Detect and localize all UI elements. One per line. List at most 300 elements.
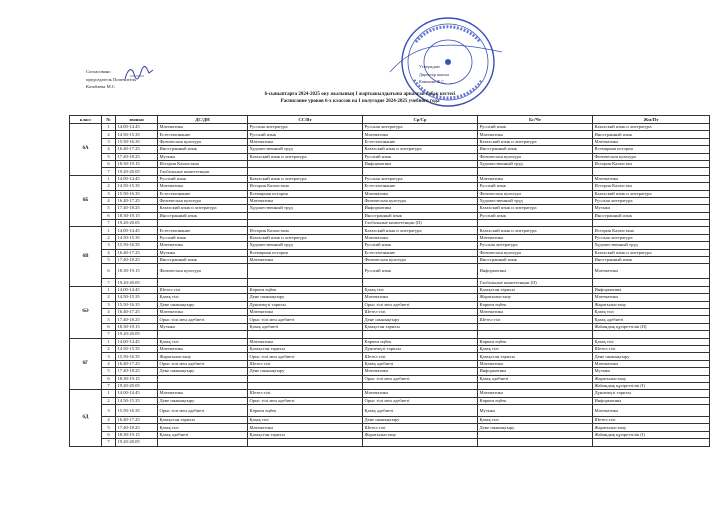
subject-cell	[363, 168, 478, 175]
subject-cell: Математика	[593, 294, 710, 301]
subject-cell	[248, 160, 363, 167]
subject-cell: Көркем еңбек	[478, 301, 593, 308]
subject-cell: Қазақ әдебиеті	[248, 323, 363, 330]
subject-cell: Математика	[363, 294, 478, 301]
subject-cell: Математика	[593, 405, 710, 417]
subject-cell: Казахский язык и литература	[478, 205, 593, 212]
subject-cell: Қазақ тілі	[158, 294, 248, 301]
subject-cell	[478, 439, 593, 446]
subject-cell: Дене шынықтыру	[248, 368, 363, 375]
table-row	[70, 375, 710, 382]
subject-cell: Орыс тілі мен әдебиеті	[363, 301, 478, 308]
class-name-cell: 6В	[70, 227, 102, 286]
subject-cell: Русская литература	[363, 124, 478, 131]
bell-time-cell: 19.20-20.05	[116, 382, 158, 389]
bell-time-cell: 16.40-17.25	[116, 308, 158, 315]
subject-cell: Математика	[363, 368, 478, 375]
subject-cell: Естествознание	[158, 190, 248, 197]
subject-cell: Математика	[248, 197, 363, 204]
subject-cell: Математика	[158, 242, 248, 249]
lesson-number-cell: 5	[102, 424, 116, 431]
subject-cell: Русская литература	[248, 124, 363, 131]
title-kazakh: 6-сыныптарға 2024-2025 оку жылының I жартыжылдығына арналған сабак кестесі	[264, 92, 456, 97]
subject-cell: Шетел тілі	[593, 417, 710, 424]
subject-cell: Русский язык	[158, 234, 248, 241]
subject-cell: Қазақ әдебиеті	[158, 431, 248, 438]
header-class: класс	[70, 116, 102, 124]
bell-time-cell: 17.40-18.25	[116, 316, 158, 323]
stamp-approval-block	[419, 63, 449, 86]
subject-cell: Математика	[478, 390, 593, 397]
subject-cell: Математика	[478, 308, 593, 315]
subject-cell: Физическая культура	[478, 249, 593, 256]
subject-cell: Художественный труд	[593, 242, 710, 249]
subject-cell: Қазақ тілі	[363, 286, 478, 293]
lesson-number-cell: 1	[102, 124, 116, 131]
subject-cell	[363, 382, 478, 389]
lesson-number-cell: 7	[102, 439, 116, 446]
bell-time-cell: 16.40-17.25	[116, 417, 158, 424]
subject-cell: Естествознание	[158, 131, 248, 138]
subject-cell: Дене шынықтыру	[158, 301, 248, 308]
subject-cell: Математика	[363, 190, 478, 197]
table-row	[70, 190, 710, 197]
subject-cell: Художественный труд	[478, 197, 593, 204]
subject-cell: Жаратылыстану	[478, 294, 593, 301]
subject-cell: Математика	[593, 175, 710, 182]
subject-cell: Қазақстан тарихы	[248, 431, 363, 438]
subject-cell: Русский язык	[363, 153, 478, 160]
lesson-number-cell: 3	[102, 405, 116, 417]
header-thursday: Бс/Чт	[478, 116, 593, 124]
bell-time-cell: 19.20-20.05	[116, 439, 158, 446]
lesson-number-cell: 4	[102, 146, 116, 153]
subject-cell: Математика	[248, 138, 363, 145]
subject-cell: Информатика	[478, 368, 593, 375]
subject-cell: Дене шынықтыру	[478, 424, 593, 431]
subject-cell: Русский язык	[363, 264, 478, 279]
subject-cell: Русская литература	[593, 197, 710, 204]
lesson-number-cell: 1	[102, 227, 116, 234]
subject-cell: Шетел тілі	[248, 390, 363, 397]
subject-cell: Всемирная история	[248, 190, 363, 197]
subject-cell: Қазақстан тарихы	[248, 345, 363, 352]
subject-cell: Математика	[593, 138, 710, 145]
bell-time-cell: 14.50-15.35	[116, 131, 158, 138]
subject-cell	[248, 220, 363, 227]
subject-cell: Қазақ тілі	[478, 417, 593, 424]
bell-time-cell: 15.50-16.35	[116, 190, 158, 197]
timetable	[69, 115, 710, 447]
header-monday: ДС/ДН	[158, 116, 248, 124]
subject-cell	[478, 220, 593, 227]
subject-cell: Көркем еңбек	[478, 338, 593, 345]
signature-image	[122, 64, 156, 84]
subject-cell: Русская литература	[593, 234, 710, 241]
lesson-number-cell: 3	[102, 301, 116, 308]
subject-cell: Шетел тілі	[158, 286, 248, 293]
table-row	[70, 234, 710, 241]
header-tuesday: СС/Вт	[248, 116, 363, 124]
subject-cell: Физическая культура	[593, 153, 710, 160]
subject-cell: Шетел тілі	[478, 316, 593, 323]
subject-cell: Казахский язык и литература	[593, 249, 710, 256]
subject-cell: Қазақ тілі	[593, 308, 710, 315]
table-row	[70, 431, 710, 438]
subject-cell: Художественный труд	[478, 160, 593, 167]
subject-cell: Математика	[363, 234, 478, 241]
subject-cell: Казахский язык и литература	[248, 153, 363, 160]
class-name-cell: 6Г	[70, 338, 102, 390]
subject-cell	[593, 168, 710, 175]
lesson-number-cell: 5	[102, 153, 116, 160]
subject-cell: Информатика	[363, 205, 478, 212]
table-row	[70, 286, 710, 293]
subject-cell: Дүниежүзі тарихы	[363, 345, 478, 352]
subject-cell: Орыс тілі мен әдебиеті	[248, 353, 363, 360]
subject-cell: Всемирная история	[248, 249, 363, 256]
lesson-number-cell: 6	[102, 323, 116, 330]
subject-cell	[363, 279, 478, 286]
bell-time-cell: 19.20-20.05	[116, 220, 158, 227]
lesson-number-cell: 5	[102, 316, 116, 323]
subject-cell: Қазақстан тарихы	[478, 286, 593, 293]
lesson-number-cell: 4	[102, 417, 116, 424]
subject-cell: Естествознание	[363, 138, 478, 145]
subject-cell: Казахский язык и литература	[593, 124, 710, 131]
subject-cell: Художественный труд	[248, 146, 363, 153]
bell-time-cell: 14.00-14.45	[116, 227, 158, 234]
table-row	[70, 353, 710, 360]
header-friday: Жм/Пт	[593, 116, 710, 124]
subject-cell: Математика	[158, 183, 248, 190]
subject-cell: Казахский язык и литература	[478, 227, 593, 234]
subject-cell: Художественный труд	[248, 242, 363, 249]
table-row	[70, 160, 710, 167]
subject-cell: Қазақстан тарихы	[363, 323, 478, 330]
subject-cell: Көркем еңбек	[478, 397, 593, 404]
lesson-number-cell: 5	[102, 205, 116, 212]
subject-cell: Шетел тілі	[248, 360, 363, 367]
bell-time-cell: 15.50-16.35	[116, 353, 158, 360]
subject-cell: Русский язык	[478, 183, 593, 190]
subject-cell	[248, 264, 363, 279]
table-row	[70, 264, 710, 279]
subject-cell: Дене шынықтыру	[593, 353, 710, 360]
subject-cell: История Казахстана	[158, 160, 248, 167]
subject-cell: Көркем еңбек	[363, 338, 478, 345]
lesson-number-cell: 7	[102, 279, 116, 286]
table-row	[70, 175, 710, 182]
subject-cell: Казахский язык и литература	[363, 227, 478, 234]
class-name-cell: 6Ә	[70, 286, 102, 338]
subject-cell	[478, 331, 593, 338]
header-wednesday: Ср/Ср	[363, 116, 478, 124]
subject-cell: Дене шынықтыру	[248, 294, 363, 301]
subject-cell: Глобальные компетенции	[158, 168, 248, 175]
lesson-number-cell: 6	[102, 212, 116, 219]
bell-time-cell: 14.00-14.45	[116, 286, 158, 293]
lesson-number-cell: 4	[102, 197, 116, 204]
lesson-number-cell: 3	[102, 190, 116, 197]
subject-cell: Қазақ тілі	[248, 417, 363, 424]
subject-cell	[593, 331, 710, 338]
subject-cell: Глобальные компетенции (II)	[363, 220, 478, 227]
subject-cell: Иностранный язык	[478, 257, 593, 264]
subject-cell: Музыка	[158, 249, 248, 256]
bell-time-cell: 16.40-17.25	[116, 249, 158, 256]
subject-cell	[158, 375, 248, 382]
subject-cell: Всемирная история	[593, 146, 710, 153]
subject-cell: Математика	[363, 131, 478, 138]
bell-time-cell: 14.50-15.35	[116, 345, 158, 352]
lesson-number-cell: 7	[102, 220, 116, 227]
subject-cell: Жаратылыстану	[363, 431, 478, 438]
subject-cell	[158, 382, 248, 389]
subject-cell: Информатика	[363, 160, 478, 167]
bell-time-cell: 15.50-16.35	[116, 242, 158, 249]
subject-cell: Музыка	[593, 368, 710, 375]
subject-cell: Иностранный язык	[158, 212, 248, 219]
subject-cell: Жаһандық құзіреттілік (I)	[593, 431, 710, 438]
lesson-number-cell: 3	[102, 242, 116, 249]
subject-cell: Информатика	[478, 264, 593, 279]
subject-cell	[248, 212, 363, 219]
subject-cell: Математика	[248, 257, 363, 264]
table-row	[70, 138, 710, 145]
subject-cell: Русский язык	[478, 124, 593, 131]
subject-cell: Орыс тілі мен әдебиеті	[363, 397, 478, 404]
subject-cell: Физическая культура	[363, 257, 478, 264]
subject-cell: Жаһандық құзіреттілік (II)	[593, 323, 710, 330]
table-row	[70, 360, 710, 367]
lesson-number-cell: 1	[102, 286, 116, 293]
subject-cell: Физическая культура	[478, 153, 593, 160]
subject-cell: Математика	[158, 308, 248, 315]
subject-cell: Шетел тілі	[363, 353, 478, 360]
class-name-cell: 6Б	[70, 175, 102, 227]
table-row	[70, 242, 710, 249]
subject-cell: Жаратылыстану	[593, 301, 710, 308]
subject-cell	[158, 331, 248, 338]
table-row	[70, 131, 710, 138]
subject-cell: Дене шынықтыру	[363, 316, 478, 323]
subject-cell	[363, 331, 478, 338]
lesson-number-cell: 2	[102, 345, 116, 352]
table-row	[70, 390, 710, 397]
subject-cell: Математика	[158, 345, 248, 352]
approval-line-2: председатель Попечитель	[86, 76, 137, 82]
subject-cell: Иностранный язык	[593, 131, 710, 138]
subject-cell: Орыс тілі мен әдебиеті	[248, 397, 363, 404]
subject-cell: Математика	[248, 338, 363, 345]
approval-line-1: Согласовано	[86, 69, 111, 74]
bell-time-cell: 15.50-16.35	[116, 405, 158, 417]
subject-cell: Қазақ әдебиеті	[593, 316, 710, 323]
subject-cell	[478, 431, 593, 438]
subject-cell: Қазақстан тарихы	[478, 353, 593, 360]
subject-cell: Орыс тілі мен әдебиеті	[363, 375, 478, 382]
table-row	[70, 417, 710, 424]
bell-time-cell: 17.40-18.25	[116, 153, 158, 160]
class-name-cell: 6Д	[70, 390, 102, 446]
table-row	[70, 323, 710, 330]
lesson-number-cell: 7	[102, 331, 116, 338]
bell-time-cell: 17.40-18.25	[116, 368, 158, 375]
subject-cell: Казахский язык и литература	[248, 175, 363, 182]
subject-cell: Русский язык	[478, 212, 593, 219]
subject-cell: Математика	[593, 360, 710, 367]
bell-time-cell: 16.40-17.25	[116, 197, 158, 204]
header-number: №	[102, 116, 116, 124]
subject-cell: Математика	[478, 175, 593, 182]
subject-cell: Русский язык	[248, 131, 363, 138]
subject-cell: История Казахстана	[248, 227, 363, 234]
bell-time-cell: 18.30-19.15	[116, 160, 158, 167]
subject-cell	[593, 220, 710, 227]
table-row	[70, 124, 710, 131]
table-row	[70, 168, 710, 175]
subject-cell: Музыка	[158, 323, 248, 330]
subject-cell: Глобальные компетенции (II)	[478, 279, 593, 286]
header-bells: звонки	[116, 116, 158, 124]
subject-cell: Физическая культура	[158, 197, 248, 204]
bell-time-cell: 14.00-14.45	[116, 338, 158, 345]
subject-cell: Қазақ тілі	[158, 338, 248, 345]
subject-cell: Шетел тілі	[593, 345, 710, 352]
bell-time-cell: 18.30-19.15	[116, 264, 158, 279]
bell-time-cell: 19.20-20.05	[116, 331, 158, 338]
lesson-number-cell: 2	[102, 397, 116, 404]
table-row	[70, 397, 710, 404]
subject-cell: Дүниежүзі тарихы	[593, 390, 710, 397]
subject-cell: История Казахстан	[593, 183, 710, 190]
subject-cell: Иностранный язык	[158, 257, 248, 264]
lesson-number-cell: 3	[102, 138, 116, 145]
lesson-number-cell: 4	[102, 308, 116, 315]
subject-cell: Музыка	[478, 405, 593, 417]
lesson-number-cell: 1	[102, 175, 116, 182]
subject-cell: Математика	[158, 124, 248, 131]
lesson-number-cell: 2	[102, 234, 116, 241]
bell-time-cell: 14.50-15.35	[116, 294, 158, 301]
lesson-number-cell: 6	[102, 264, 116, 279]
page-title	[0, 91, 720, 105]
header-row	[70, 116, 710, 124]
subject-cell	[158, 439, 248, 446]
stamp-line-3: Какенова Ж.С	[419, 79, 445, 85]
subject-cell: Информатика	[593, 286, 710, 293]
subject-cell	[248, 331, 363, 338]
bell-time-cell: 15.50-16.35	[116, 138, 158, 145]
subject-cell: Орыс тілі мен әдебиеті	[158, 405, 248, 417]
subject-cell	[363, 439, 478, 446]
table-row	[70, 439, 710, 446]
table-row	[70, 338, 710, 345]
bell-time-cell: 17.40-18.25	[116, 257, 158, 264]
subject-cell: Жаратылыстану	[593, 375, 710, 382]
table-row	[70, 294, 710, 301]
title-russian: Расписание уроков 6-х классов на I полугодие 2024-2025 учебного года	[280, 99, 440, 104]
lesson-number-cell: 7	[102, 168, 116, 175]
table-row	[70, 279, 710, 286]
subject-cell: Математика	[478, 360, 593, 367]
timetable-body	[70, 124, 710, 447]
bell-time-cell: 17.40-18.25	[116, 424, 158, 431]
subject-cell: Физическая культура	[158, 138, 248, 145]
table-row	[70, 249, 710, 256]
subject-cell: История Казахстана	[593, 227, 710, 234]
subject-cell: Қазақстан тарихы	[158, 417, 248, 424]
table-row	[70, 146, 710, 153]
subject-cell: Физическая культура	[363, 197, 478, 204]
bell-time-cell: 14.00-14.45	[116, 124, 158, 131]
bell-time-cell: 19.20-20.05	[116, 279, 158, 286]
bell-time-cell: 17.40-18.25	[116, 205, 158, 212]
table-row	[70, 301, 710, 308]
subject-cell	[248, 382, 363, 389]
subject-cell	[478, 323, 593, 330]
subject-cell: Көркем еңбек	[248, 405, 363, 417]
lesson-number-cell: 3	[102, 353, 116, 360]
table-row	[70, 197, 710, 204]
subject-cell: Математика	[248, 424, 363, 431]
bell-time-cell: 14.50-15.35	[116, 397, 158, 404]
subject-cell: Дене шынықтыру	[363, 417, 478, 424]
subject-cell: Қазақ әдебиеті	[363, 360, 478, 367]
subject-cell: История Казахстан	[593, 160, 710, 167]
lesson-number-cell: 1	[102, 338, 116, 345]
subject-cell: Русский язык	[363, 242, 478, 249]
subject-cell: Физическая культура	[478, 190, 593, 197]
subject-cell: Жаратылыстану	[593, 424, 710, 431]
subject-cell	[248, 168, 363, 175]
stamp-line-2: Директор школы	[419, 71, 450, 77]
subject-cell: Казахский язык и литература	[363, 146, 478, 153]
subject-cell	[478, 382, 593, 389]
class-name-cell: 6А	[70, 124, 102, 176]
table-row	[70, 405, 710, 417]
subject-cell: Естествознание	[363, 183, 478, 190]
table-row	[70, 424, 710, 431]
bell-time-cell: 14.50-15.35	[116, 234, 158, 241]
lesson-number-cell: 1	[102, 390, 116, 397]
table-row	[70, 183, 710, 190]
bell-time-cell: 18.30-19.15	[116, 431, 158, 438]
subject-cell: Шетел тілі	[363, 424, 478, 431]
subject-cell: Иностранный язык	[158, 146, 248, 153]
subject-cell	[158, 220, 248, 227]
bell-time-cell: 18.30-19.15	[116, 323, 158, 330]
subject-cell: Естествознание	[158, 227, 248, 234]
subject-cell: Дене шынықтыру	[158, 368, 248, 375]
lesson-number-cell: 6	[102, 160, 116, 167]
subject-cell: Көркем еңбек	[248, 286, 363, 293]
table-row	[70, 153, 710, 160]
subject-cell: Русская литература	[478, 242, 593, 249]
bell-time-cell: 15.50-16.35	[116, 301, 158, 308]
subject-cell: Жаратылыстану	[158, 353, 248, 360]
subject-cell: Казахский язык и литература	[248, 234, 363, 241]
subject-cell: Иностранный язык	[478, 146, 593, 153]
table-row	[70, 331, 710, 338]
subject-cell: Иностранный язык	[363, 212, 478, 219]
table-row	[70, 227, 710, 234]
bell-time-cell: 16.40-17.25	[116, 146, 158, 153]
subject-cell: Физическая культура	[158, 264, 248, 279]
subject-cell: Русская литература	[363, 175, 478, 182]
lesson-number-cell: 4	[102, 360, 116, 367]
